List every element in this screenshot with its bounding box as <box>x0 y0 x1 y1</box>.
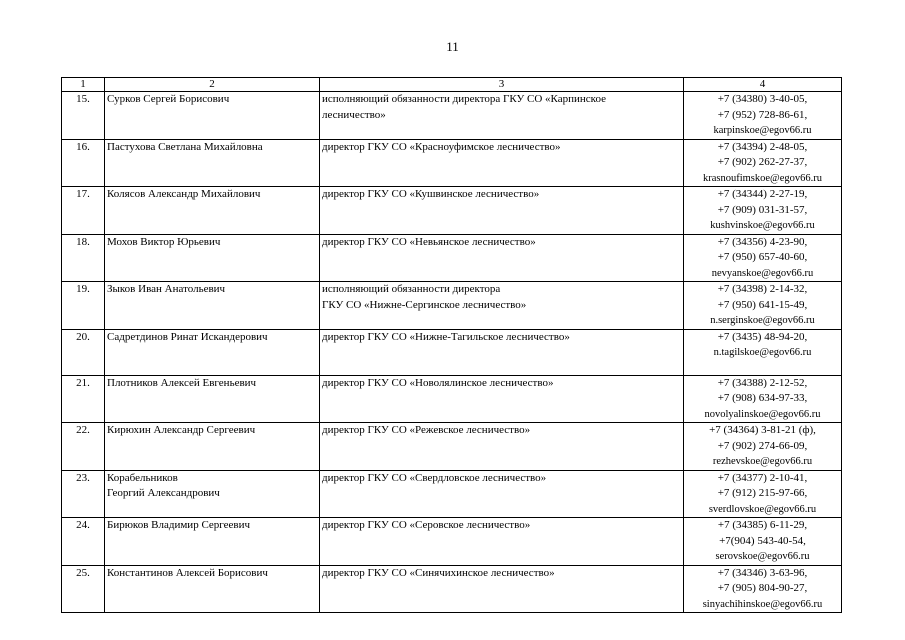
full-name-cell <box>105 329 320 375</box>
row-number: 25. <box>62 565 105 613</box>
position-line: директор ГКУ СО «Красноуфимское лесничество» <box>322 140 561 153</box>
table-row <box>62 187 842 235</box>
full-name-line: Кирюхин Александр Сергеевич <box>107 424 256 436</box>
column-header: 4 <box>684 78 842 92</box>
table-body <box>62 92 842 613</box>
position-cell <box>320 139 684 187</box>
contact-line: +7 (34385) 6-11-29, <box>717 519 808 531</box>
contact-line: nevyanskoe@egov66.ru <box>711 267 814 279</box>
position-line: исполняющий обязанности директора ГКУ СО «Карпинское <box>322 93 606 105</box>
contact-line: +7 (950) 657-40-60, <box>717 251 808 263</box>
contacts-cell <box>684 329 842 375</box>
full-name-line: Колясов Александр Михайлович <box>107 188 261 200</box>
position-cell <box>320 234 684 282</box>
contacts-cell <box>684 375 842 423</box>
table-row <box>62 282 842 330</box>
contact-line: +7 (34388) 2-12-52, <box>717 376 808 389</box>
contact-line: +7 (34346) 3-63-96, <box>717 566 808 579</box>
contact-line: +7 (34398) 2-14-32, <box>717 283 808 295</box>
row-number: 22. <box>62 423 105 471</box>
contact-line: +7 (3435) 48-94-20, <box>717 330 808 343</box>
full-name-line: Бирюков Владимир Сергеевич <box>107 519 251 531</box>
position-cell <box>320 423 684 471</box>
position-line: директор ГКУ СО «Новолялинское лесничество» <box>322 376 554 389</box>
contact-line: karpinskoe@egov66.ru <box>713 125 812 136</box>
contacts-cell <box>684 92 842 140</box>
contacts-cell <box>684 139 842 187</box>
position-line: исполняющий обязанности директора <box>322 283 501 295</box>
row-number: 19. <box>62 282 105 330</box>
row-number: 20. <box>62 329 105 375</box>
full-name-cell <box>105 234 320 282</box>
contact-line: sverdlovskoe@egov66.ru <box>708 503 817 515</box>
contact-line: sinyachihinskoe@egov66.ru <box>702 598 823 610</box>
contact-line: n.serginskoe@egov66.ru <box>710 315 815 326</box>
contact-line: +7 (34344) 2-27-19, <box>717 188 808 200</box>
table-row <box>62 518 842 566</box>
full-name-cell <box>105 92 320 140</box>
contact-line: +7 (34377) 2-10-41, <box>717 471 808 484</box>
contacts-cell <box>684 565 842 613</box>
row-number: 17. <box>62 187 105 235</box>
row-number: 23. <box>62 470 105 518</box>
full-name-cell <box>105 139 320 187</box>
contact-line: +7 (902) 274-66-09, <box>717 439 808 452</box>
contacts-cell <box>684 423 842 471</box>
position-cell <box>320 282 684 330</box>
table-row <box>62 470 842 518</box>
contact-line: serovskoe@egov66.ru <box>715 551 810 562</box>
full-name-line: Георгий Александрович <box>107 487 220 499</box>
position-line: директор ГКУ СО «Режевское лесничество» <box>322 424 531 436</box>
contact-line: kushvinskoe@egov66.ru <box>710 220 815 231</box>
position-cell <box>320 565 684 613</box>
position-line: лесничество» <box>322 108 386 121</box>
contact-line: +7 (34364) 3-81-21 (ф), <box>709 424 816 436</box>
full-name-cell <box>105 187 320 235</box>
position-line: директор ГКУ СО «Свердловское лесничество» <box>322 471 547 484</box>
position-line: директор ГКУ СО «Кушвинское лесничество» <box>322 188 540 200</box>
row-number: 18. <box>62 234 105 282</box>
contacts-cell <box>684 518 842 566</box>
contacts-cell <box>684 234 842 282</box>
position-line: директор ГКУ СО «Серовское лесничество» <box>322 519 531 531</box>
contact-line: novolyalinskoe@egov66.ru <box>704 408 821 420</box>
full-name-cell <box>105 375 320 423</box>
contact-line: n.tagilskoe@egov66.ru <box>713 347 812 358</box>
row-number: 24. <box>62 518 105 566</box>
contacts-table <box>61 77 842 613</box>
contact-line: +7 (34356) 4-23-90, <box>717 235 808 248</box>
position-cell <box>320 92 684 140</box>
column-header: 1 <box>62 78 105 92</box>
contact-line: +7 (34380) 3-40-05, <box>717 93 808 105</box>
table-row <box>62 423 842 471</box>
full-name-line: Сурков Сергей Борисович <box>107 93 230 105</box>
column-header: 3 <box>320 78 684 92</box>
contacts-cell <box>684 470 842 518</box>
position-line: ГКУ СО «Нижне-Сергинское лесничество» <box>322 298 527 311</box>
table-row <box>62 92 842 140</box>
full-name-line: Садретдинов Ринат Искандерович <box>107 330 268 343</box>
contact-line: rezhevskoe@egov66.ru <box>712 456 813 467</box>
full-name-cell <box>105 423 320 471</box>
full-name-cell <box>105 282 320 330</box>
row-number: 15. <box>62 92 105 140</box>
table-row <box>62 139 842 187</box>
contact-line: krasnoufimskoe@egov66.ru <box>702 172 823 184</box>
contact-line: +7 (34394) 2-48-05, <box>717 140 808 153</box>
position-line: директор ГКУ СО «Синячихинское лесничество» <box>322 566 555 579</box>
full-name-cell <box>105 518 320 566</box>
full-name-line: Плотников Алексей Евгеньевич <box>107 376 257 389</box>
page-number: 11 <box>446 39 459 54</box>
full-name-line: Пастухова Светлана Михайловна <box>107 140 263 153</box>
table-row <box>62 329 842 375</box>
table-row <box>62 234 842 282</box>
contact-line: +7 (908) 634-97-33, <box>717 392 808 404</box>
full-name-line: Зыков Иван Анатольевич <box>107 283 226 295</box>
table-header-row <box>62 78 842 92</box>
row-number: 16. <box>62 139 105 187</box>
contact-line: +7(904) 543-40-54, <box>719 534 806 547</box>
contact-line: +7 (909) 031-31-57, <box>717 203 808 216</box>
full-name-line: Константинов Алексей Борисович <box>107 566 268 579</box>
table-row <box>62 565 842 613</box>
position-line: директор ГКУ СО «Нижне-Тагильское лесничество» <box>322 330 570 343</box>
position-cell <box>320 375 684 423</box>
full-name-line: Корабельников <box>107 471 178 484</box>
contacts-cell <box>684 282 842 330</box>
table-row <box>62 375 842 423</box>
position-line: директор ГКУ СО «Невьянское лесничество» <box>322 235 536 248</box>
row-number: 21. <box>62 375 105 423</box>
column-header: 2 <box>105 78 320 92</box>
position-cell <box>320 518 684 566</box>
contact-line: +7 (912) 215-97-66, <box>717 487 808 499</box>
contact-line: +7 (905) 804-90-27, <box>717 582 808 594</box>
contact-line: +7 (902) 262-27-37, <box>717 156 808 168</box>
full-name-line: Мохов Виктор Юрьевич <box>107 235 221 248</box>
contacts-cell <box>684 187 842 235</box>
contact-line: +7 (950) 641-15-49, <box>717 298 808 311</box>
full-name-cell <box>105 565 320 613</box>
position-cell <box>320 187 684 235</box>
contact-line: +7 (952) 728-86-61, <box>717 108 808 121</box>
full-name-cell <box>105 470 320 518</box>
position-cell <box>320 470 684 518</box>
position-cell <box>320 329 684 375</box>
